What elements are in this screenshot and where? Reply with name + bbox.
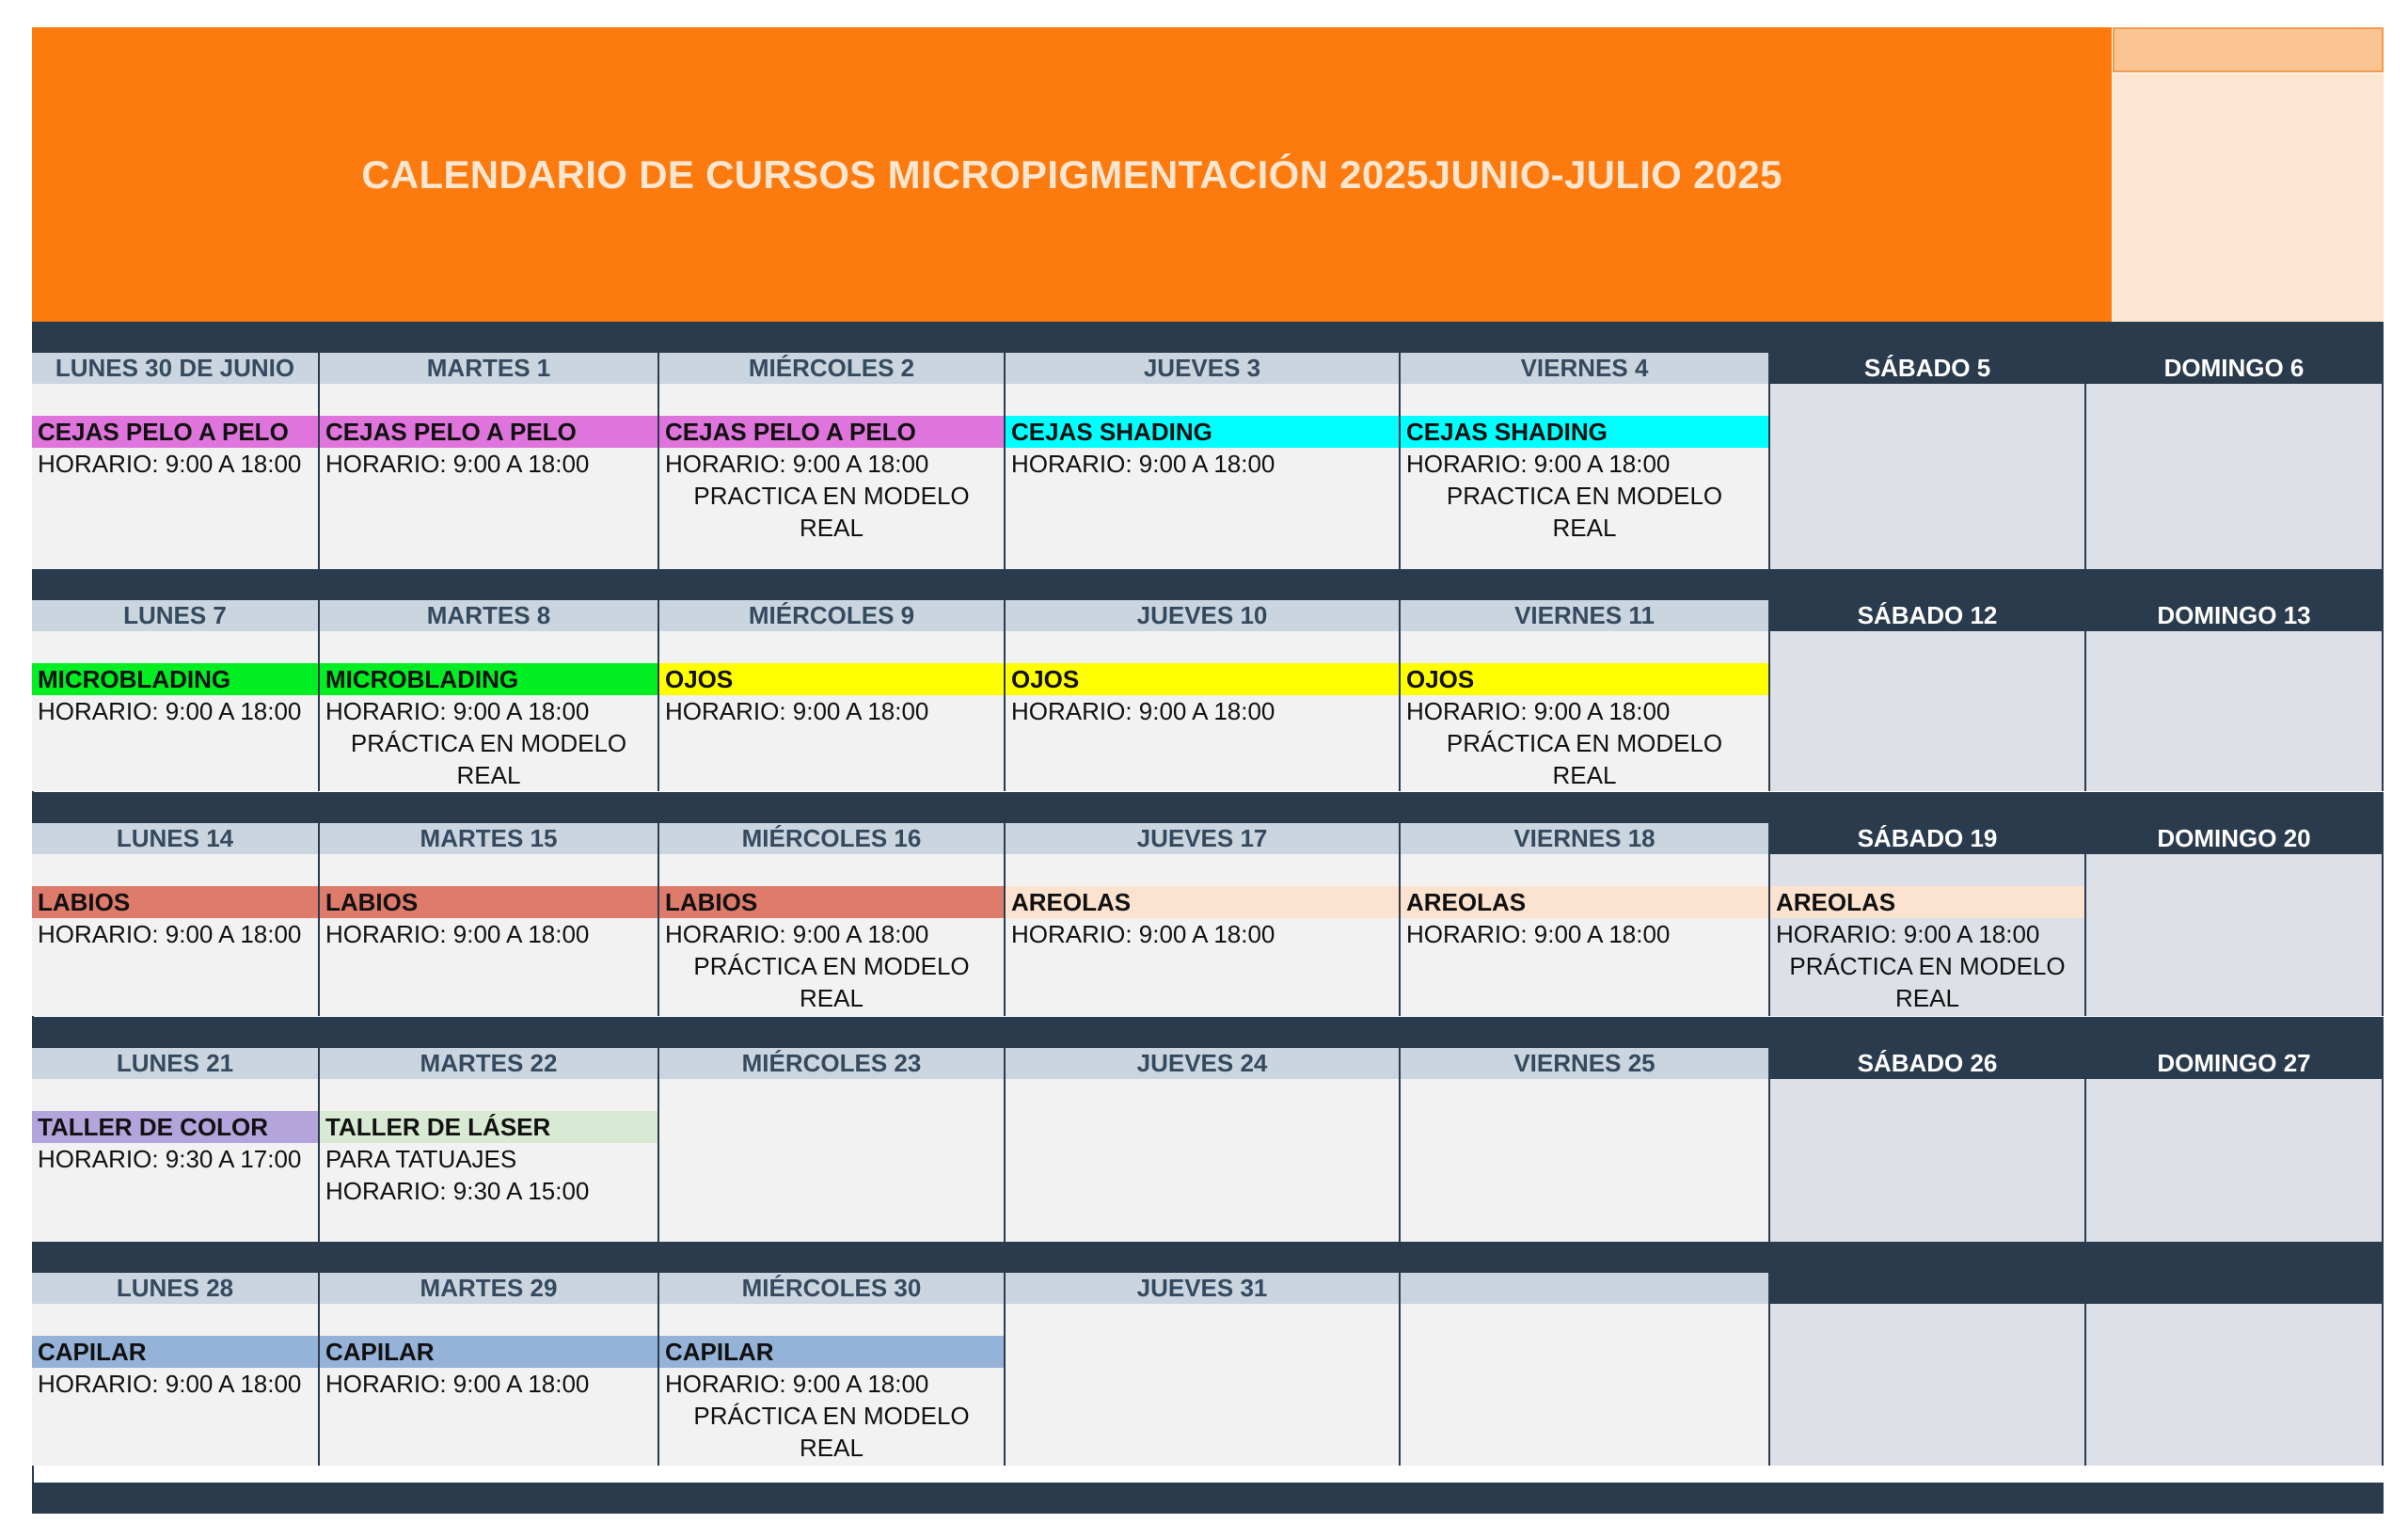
course-note: PRACTICA EN MODELO xyxy=(693,482,970,510)
course-event[interactable] xyxy=(1401,663,1768,791)
day-cell[interactable] xyxy=(1006,1079,1401,1243)
course-event[interactable] xyxy=(320,886,657,950)
day-cell[interactable] xyxy=(659,1079,1006,1243)
course-title: CEJAS SHADING xyxy=(1006,416,1399,448)
day-cell[interactable] xyxy=(1770,854,2086,1016)
course-note: REAL xyxy=(1552,514,1617,542)
day-header: MIÉRCOLES 9 xyxy=(659,600,1006,631)
day-cell[interactable] xyxy=(320,384,659,570)
course-title: CAPILAR xyxy=(320,1336,657,1368)
week-separator xyxy=(32,1017,2384,1048)
day-cell[interactable] xyxy=(320,1304,659,1466)
course-schedule: HORARIO: 9:30 A 15:00 xyxy=(325,1177,590,1205)
course-schedule: HORARIO: 9:00 A 18:00 xyxy=(1776,920,2040,948)
course-event[interactable] xyxy=(320,416,657,480)
day-cell[interactable] xyxy=(2086,854,2384,1016)
course-title: LABIOS xyxy=(659,886,1004,918)
course-note: REAL xyxy=(1895,984,1959,1012)
day-cell[interactable] xyxy=(1006,384,1401,570)
course-event[interactable] xyxy=(320,1111,657,1207)
week-separator xyxy=(32,322,2384,353)
course-schedule: HORARIO: 9:00 A 18:00 xyxy=(1011,920,1275,948)
course-title: LABIOS xyxy=(32,886,318,918)
course-title: AREOLAS xyxy=(1770,886,2084,918)
day-cell[interactable] xyxy=(1770,631,2086,791)
header-side-cell xyxy=(2113,73,2384,322)
course-schedule: HORARIO: 9:00 A 18:00 xyxy=(325,1370,590,1398)
day-cell[interactable] xyxy=(659,1304,1006,1466)
course-schedule: HORARIO: 9:00 A 18:00 xyxy=(38,450,302,478)
course-schedule: HORARIO: 9:00 A 18:00 xyxy=(38,920,302,948)
day-cell[interactable] xyxy=(1401,1079,1770,1243)
bottom-band xyxy=(32,1483,2384,1514)
day-header: VIERNES 4 xyxy=(1401,353,1770,384)
course-note: PRÁCTICA EN MODELO xyxy=(1789,952,2066,980)
course-event[interactable] xyxy=(32,1336,318,1400)
day-cell[interactable] xyxy=(659,631,1006,791)
course-event[interactable] xyxy=(1006,886,1399,950)
course-schedule: HORARIO: 9:00 A 18:00 xyxy=(665,450,929,478)
course-schedule: HORARIO: 9:00 A 18:00 xyxy=(1406,697,1671,725)
day-header: MARTES 1 xyxy=(320,353,659,384)
day-header: VIERNES 11 xyxy=(1401,600,1770,631)
day-cell[interactable] xyxy=(32,1304,320,1466)
course-schedule: HORARIO: 9:00 A 18:00 xyxy=(1406,450,1671,478)
course-schedule: HORARIO: 9:00 A 18:00 xyxy=(325,697,590,725)
course-note: REAL xyxy=(1552,761,1617,789)
day-header: LUNES 7 xyxy=(32,600,320,631)
day-cell[interactable] xyxy=(1006,854,1401,1016)
course-event[interactable] xyxy=(659,663,1004,727)
day-header: MIÉRCOLES 16 xyxy=(659,823,1006,854)
day-header: MIÉRCOLES 30 xyxy=(659,1273,1006,1304)
day-header: JUEVES 10 xyxy=(1006,600,1401,631)
day-header: LUNES 21 xyxy=(32,1048,320,1079)
day-cell[interactable] xyxy=(2086,1079,2384,1243)
day-header: MIÉRCOLES 23 xyxy=(659,1048,1006,1079)
course-schedule: HORARIO: 9:00 A 18:00 xyxy=(325,920,590,948)
day-header: VIERNES 25 xyxy=(1401,1048,1770,1079)
course-schedule: HORARIO: 9:00 A 18:00 xyxy=(665,697,929,725)
day-cell[interactable] xyxy=(659,854,1006,1016)
day-cell[interactable] xyxy=(1770,1304,2086,1466)
day-cell[interactable] xyxy=(1401,384,1770,570)
day-header: MARTES 22 xyxy=(320,1048,659,1079)
course-event[interactable] xyxy=(1006,416,1399,480)
day-cell[interactable] xyxy=(659,384,1006,570)
day-cell[interactable] xyxy=(1006,631,1401,791)
course-note: REAL xyxy=(800,1434,863,1462)
week-separator xyxy=(32,792,2384,823)
course-schedule: HORARIO: 9:00 A 18:00 xyxy=(38,697,302,725)
course-note: REAL xyxy=(800,514,863,542)
course-title: MICROBLADING xyxy=(320,663,657,695)
course-event[interactable] xyxy=(32,1111,318,1175)
day-header: DOMINGO 13 xyxy=(2086,600,2384,631)
course-title: CEJAS PELO A PELO xyxy=(659,416,1004,448)
course-event[interactable] xyxy=(320,663,657,791)
day-header: LUNES 30 DE JUNIO xyxy=(32,353,320,384)
course-schedule: HORARIO: 9:00 A 18:00 xyxy=(1011,450,1275,478)
day-header: SÁBADO 26 xyxy=(1770,1048,2086,1079)
day-cell[interactable] xyxy=(320,1079,659,1243)
course-note: PRÁCTICA EN MODELO xyxy=(350,729,627,757)
course-title: CEJAS PELO A PELO xyxy=(32,416,318,448)
day-cell[interactable] xyxy=(2086,1304,2384,1466)
day-header: DOMINGO 27 xyxy=(2086,1048,2384,1079)
day-header: MARTES 29 xyxy=(320,1273,659,1304)
course-title: LABIOS xyxy=(320,886,657,918)
course-schedule: HORARIO: 9:00 A 18:00 xyxy=(1011,697,1275,725)
day-header: VIERNES 18 xyxy=(1401,823,1770,854)
day-cell[interactable] xyxy=(1006,1304,1401,1466)
day-cell[interactable] xyxy=(32,1079,320,1243)
course-event[interactable] xyxy=(32,416,318,480)
course-title: AREOLAS xyxy=(1401,886,1768,918)
day-header: SÁBADO 19 xyxy=(1770,823,2086,854)
course-title: CAPILAR xyxy=(32,1336,318,1368)
course-title: CAPILAR xyxy=(659,1336,1004,1368)
day-header: JUEVES 31 xyxy=(1006,1273,1401,1304)
day-cell[interactable] xyxy=(320,854,659,1016)
course-note: REAL xyxy=(800,984,863,1012)
course-event[interactable] xyxy=(1401,886,1768,950)
course-schedule: HORARIO: 9:00 A 18:00 xyxy=(325,450,590,478)
course-title: MICROBLADING xyxy=(32,663,318,695)
course-note: PRÁCTICA EN MODELO xyxy=(1446,729,1723,757)
day-header: SÁBADO 5 xyxy=(1770,353,2086,384)
day-header xyxy=(1401,1273,1770,1304)
day-header: MARTES 8 xyxy=(320,600,659,631)
course-event[interactable] xyxy=(320,1336,657,1400)
day-header: LUNES 14 xyxy=(32,823,320,854)
course-title: OJOS xyxy=(1006,663,1399,695)
day-cell[interactable] xyxy=(2086,384,2384,570)
week-separator xyxy=(32,569,2384,600)
day-cell[interactable] xyxy=(32,854,320,1016)
course-title: TALLER DE LÁSER xyxy=(320,1111,657,1143)
header-side-cell-top xyxy=(2113,27,2384,72)
day-header: DOMINGO 20 xyxy=(2086,823,2384,854)
course-title: CEJAS SHADING xyxy=(1401,416,1768,448)
course-schedule: PARA TATUAJES xyxy=(325,1145,517,1173)
page-title: CALENDARIO DE CURSOS MICROPIGMENTACIÓN 2025JUNIO-JULIO 2025 xyxy=(361,151,1782,197)
course-schedule: HORARIO: 9:00 A 18:00 xyxy=(665,920,929,948)
day-header: JUEVES 3 xyxy=(1006,353,1401,384)
week-separator xyxy=(32,1242,2384,1273)
course-title: OJOS xyxy=(659,663,1004,695)
day-cell[interactable] xyxy=(1401,854,1770,1016)
day-header: DOMINGO 6 xyxy=(2086,353,2384,384)
day-header xyxy=(1770,1273,2086,1304)
course-schedule: HORARIO: 9:00 A 18:00 xyxy=(665,1370,929,1398)
course-event[interactable] xyxy=(659,1336,1004,1464)
course-note: PRÁCTICA EN MODELO xyxy=(693,1402,970,1430)
day-cell[interactable] xyxy=(320,631,659,791)
course-event[interactable] xyxy=(1770,886,2084,1014)
course-note: PRÁCTICA EN MODELO xyxy=(693,952,970,980)
course-schedule: HORARIO: 9:00 A 18:00 xyxy=(38,1370,302,1398)
course-event[interactable] xyxy=(659,886,1004,1014)
day-cell[interactable] xyxy=(2086,631,2384,791)
day-header: JUEVES 24 xyxy=(1006,1048,1401,1079)
course-title: TALLER DE COLOR xyxy=(32,1111,318,1143)
course-title: CEJAS PELO A PELO xyxy=(320,416,657,448)
day-cell[interactable] xyxy=(1401,631,1770,791)
calendar-sheet xyxy=(32,27,2384,1514)
day-header: MIÉRCOLES 2 xyxy=(659,353,1006,384)
course-title: AREOLAS xyxy=(1006,886,1399,918)
course-event[interactable] xyxy=(1401,416,1768,544)
course-title: OJOS xyxy=(1401,663,1768,695)
course-event[interactable] xyxy=(659,416,1004,544)
course-note: REAL xyxy=(456,761,521,789)
day-cell[interactable] xyxy=(32,631,320,791)
course-note: PRACTICA EN MODELO xyxy=(1446,482,1723,510)
day-cell[interactable] xyxy=(32,384,320,570)
day-header: MARTES 15 xyxy=(320,823,659,854)
day-header xyxy=(2086,1273,2384,1304)
day-cell[interactable] xyxy=(1401,1304,1770,1466)
course-event[interactable] xyxy=(32,886,318,950)
day-header: LUNES 28 xyxy=(32,1273,320,1304)
day-header: SÁBADO 12 xyxy=(1770,600,2086,631)
day-cell[interactable] xyxy=(1770,1079,2086,1243)
day-header: JUEVES 17 xyxy=(1006,823,1401,854)
course-schedule: HORARIO: 9:00 A 18:00 xyxy=(1406,920,1671,948)
course-event[interactable] xyxy=(32,663,318,727)
course-event[interactable] xyxy=(1006,663,1399,727)
day-cell[interactable] xyxy=(1770,384,2086,570)
course-schedule: HORARIO: 9:30 A 17:00 xyxy=(38,1145,302,1173)
